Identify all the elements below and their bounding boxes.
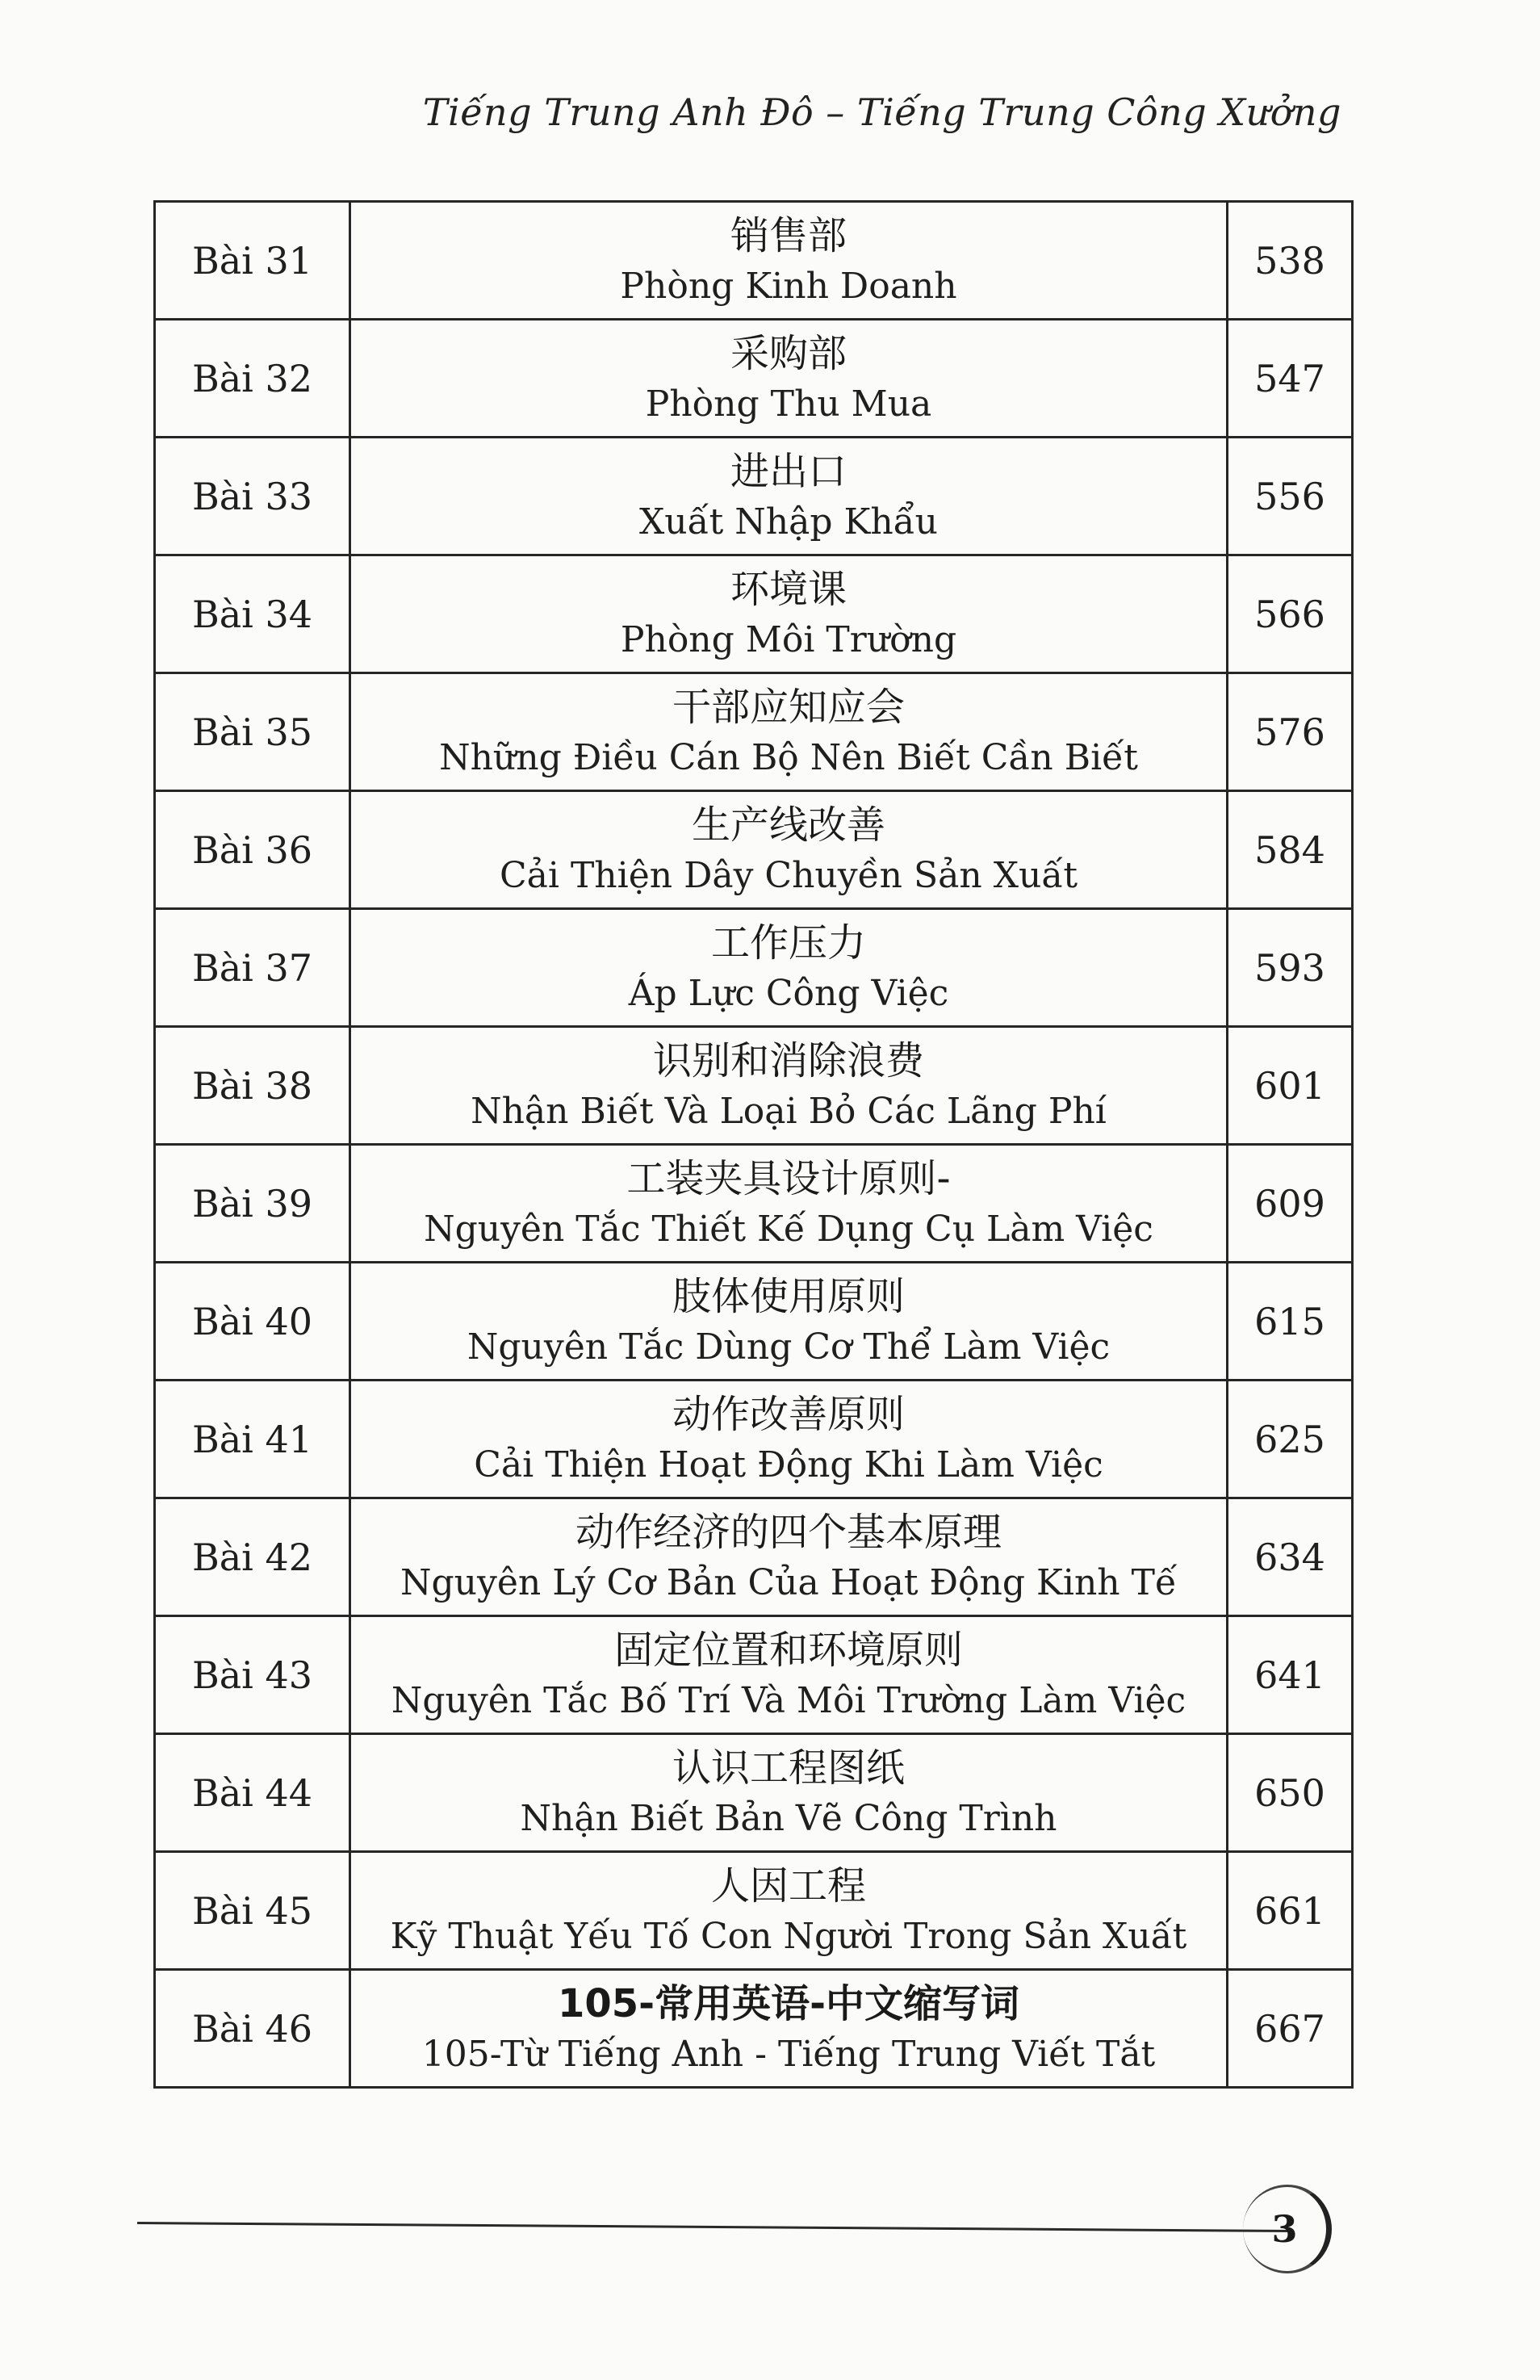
- title-vietnamese: Nguyên Tắc Thiết Kế Dụng Cụ Làm Việc: [424, 1208, 1153, 1250]
- title-cell: [350, 1263, 1228, 1381]
- title-vietnamese: Kỹ Thuật Yếu Tố Con Người Trong Sản Xuất: [390, 1915, 1187, 1957]
- title-chinese: 生产线改善: [691, 802, 885, 848]
- title-cell: [350, 791, 1228, 909]
- title-chinese: 认识工程图纸: [672, 1745, 905, 1791]
- title-vietnamese: Phòng Thu Mua: [645, 383, 932, 425]
- page-cell: [1228, 1145, 1353, 1263]
- footer-divider: [137, 2222, 1291, 2232]
- title-chinese: 动作经济的四个基本原理: [575, 1509, 1002, 1555]
- title-cell: [350, 1734, 1228, 1852]
- page-cell: [1228, 202, 1353, 320]
- lesson-label: Bài 31: [191, 238, 313, 283]
- table-row: [155, 1381, 1353, 1498]
- lesson-label: Bài 44: [191, 1770, 313, 1815]
- page-number: 641: [1254, 1653, 1325, 1697]
- lesson-label: Bài 36: [191, 828, 313, 872]
- lesson-cell: [155, 1145, 350, 1263]
- lesson-cell: [155, 438, 350, 555]
- title-cell: [350, 438, 1228, 555]
- page-number: 609: [1254, 1181, 1325, 1226]
- lesson-cell: [155, 791, 350, 909]
- table-row: [155, 555, 1353, 673]
- page-cell: [1228, 320, 1353, 438]
- page-number: 667: [1254, 2006, 1325, 2051]
- page-cell: [1228, 1498, 1353, 1616]
- table-row: [155, 1145, 1353, 1263]
- page-cell: [1228, 438, 1353, 555]
- page-number: 566: [1254, 592, 1325, 636]
- title-cell: [350, 1027, 1228, 1145]
- title-chinese: 肢体使用原则: [672, 1273, 905, 1319]
- title-cell: [350, 1970, 1228, 2088]
- table-row: [155, 1498, 1353, 1616]
- lesson-label: Bài 46: [191, 2006, 313, 2051]
- title-cell: [350, 1145, 1228, 1263]
- lesson-cell: [155, 202, 350, 320]
- title-cell: [350, 555, 1228, 673]
- title-vietnamese: Cải Thiện Dây Chuyền Sản Xuất: [499, 854, 1078, 896]
- title-chinese: 工作压力: [710, 920, 866, 966]
- title-cell: [350, 1616, 1228, 1734]
- lesson-label: Bài 37: [191, 945, 313, 990]
- title-chinese: 识别和消除浪费: [652, 1037, 924, 1083]
- lesson-label: Bài 43: [191, 1653, 313, 1697]
- page-number-badge: [1243, 2185, 1332, 2273]
- page-cell: [1228, 1381, 1353, 1498]
- lesson-label: Bài 34: [191, 592, 313, 636]
- title-vietnamese: Nguyên Tắc Dùng Cơ Thể Làm Việc: [467, 1326, 1111, 1368]
- title-chinese: 销售部: [730, 212, 847, 258]
- lesson-cell: [155, 555, 350, 673]
- page-number: 634: [1254, 1535, 1325, 1579]
- title-cell: [350, 1381, 1228, 1498]
- title-vietnamese: Nguyên Lý Cơ Bản Của Hoạt Động Kinh Tế: [400, 1561, 1178, 1603]
- title-vietnamese: Nhận Biết Bản Vẽ Công Trình: [520, 1797, 1057, 1839]
- title-vietnamese: Cải Thiện Hoạt Động Khi Làm Việc: [474, 1444, 1103, 1485]
- title-vietnamese: Phòng Kinh Doanh: [620, 265, 957, 307]
- title-vietnamese: Phòng Môi Trường: [620, 618, 957, 660]
- table-row: [155, 202, 1353, 320]
- title-cell: [350, 1498, 1228, 1616]
- page-cell: [1228, 1970, 1353, 2088]
- running-header: Tiếng Trung Anh Đô – Tiếng Trung Công Xưởng: [422, 90, 1341, 134]
- lesson-label: Bài 38: [191, 1063, 313, 1108]
- title-chinese: 105-常用英语-中文缩写词: [557, 1980, 1020, 2026]
- lesson-label: Bài 32: [191, 356, 313, 400]
- page-number: 625: [1254, 1417, 1325, 1461]
- page-number: 556: [1254, 474, 1325, 518]
- table-row: [155, 1852, 1353, 1970]
- page-number: 650: [1254, 1770, 1325, 1815]
- lesson-label: Bài 40: [191, 1299, 313, 1343]
- lesson-cell: [155, 1616, 350, 1734]
- title-vietnamese: Xuất Nhập Khẩu: [638, 501, 939, 543]
- title-vietnamese: Những Điều Cán Bộ Nên Biết Cần Biết: [439, 736, 1138, 778]
- title-vietnamese: Nguyên Tắc Bố Trí Và Môi Trường Làm Việc: [391, 1679, 1186, 1721]
- lesson-label: Bài 35: [191, 710, 313, 754]
- lesson-label: Bài 42: [191, 1535, 313, 1579]
- table-row: [155, 1970, 1353, 2088]
- table-of-contents: [153, 200, 1354, 2089]
- table-row: [155, 909, 1353, 1027]
- table-row: [155, 1263, 1353, 1381]
- table-row: [155, 1027, 1353, 1145]
- page-cell: [1228, 909, 1353, 1027]
- lesson-cell: [155, 673, 350, 791]
- title-chinese: 进出口: [730, 448, 847, 494]
- page-cell: [1228, 555, 1353, 673]
- title-chinese: 干部应知应会: [672, 684, 905, 730]
- page-number: 547: [1254, 356, 1325, 400]
- title-chinese: 工装夹具设计原则-: [626, 1155, 951, 1201]
- lesson-cell: [155, 1498, 350, 1616]
- page-cell: [1228, 1852, 1353, 1970]
- title-chinese: 环境课: [730, 566, 847, 612]
- table-row: [155, 1734, 1353, 1852]
- title-vietnamese: 105-Từ Tiếng Anh - Tiếng Trung Viết Tắt: [421, 2033, 1156, 2075]
- lesson-label: Bài 45: [191, 1888, 313, 1933]
- page-number: 584: [1254, 828, 1325, 872]
- title-vietnamese: Áp Lực Công Việc: [628, 972, 949, 1014]
- lesson-cell: [155, 1734, 350, 1852]
- page-number: 661: [1254, 1888, 1325, 1933]
- title-chinese: 动作改善原则: [672, 1391, 905, 1437]
- title-cell: [350, 202, 1228, 320]
- title-cell: [350, 320, 1228, 438]
- table-row: [155, 673, 1353, 791]
- page-cell: [1228, 1263, 1353, 1381]
- lesson-cell: [155, 320, 350, 438]
- table-row: [155, 320, 1353, 438]
- page-cell: [1228, 673, 1353, 791]
- title-cell: [350, 909, 1228, 1027]
- page-cell: [1228, 1616, 1353, 1734]
- title-chinese: 采购部: [730, 330, 847, 376]
- page-cell: [1228, 1027, 1353, 1145]
- table-row: [155, 438, 1353, 555]
- lesson-cell: [155, 1381, 350, 1498]
- lesson-label: Bài 39: [191, 1181, 313, 1226]
- page-number: 615: [1254, 1299, 1325, 1343]
- lesson-cell: [155, 1970, 350, 2088]
- lesson-cell: [155, 1263, 350, 1381]
- page-cell: [1228, 1734, 1353, 1852]
- title-cell: [350, 1852, 1228, 1970]
- lesson-label: Bài 41: [191, 1417, 313, 1461]
- lesson-label: Bài 33: [191, 474, 313, 518]
- page-number: 538: [1254, 238, 1325, 283]
- title-chinese: 固定位置和环境原则: [613, 1627, 963, 1673]
- lesson-cell: [155, 909, 350, 1027]
- page-number: 601: [1254, 1063, 1325, 1108]
- lesson-cell: [155, 1027, 350, 1145]
- title-chinese: 人因工程: [710, 1863, 866, 1909]
- lesson-cell: [155, 1852, 350, 1970]
- title-cell: [350, 673, 1228, 791]
- title-vietnamese: Nhận Biết Và Loại Bỏ Các Lãng Phí: [471, 1090, 1107, 1132]
- page-cell: [1228, 791, 1353, 909]
- page-number-label: 3: [1271, 2207, 1298, 2251]
- page-number: 593: [1254, 945, 1325, 990]
- page-number: 576: [1254, 710, 1325, 754]
- table-row: [155, 791, 1353, 909]
- table-row: [155, 1616, 1353, 1734]
